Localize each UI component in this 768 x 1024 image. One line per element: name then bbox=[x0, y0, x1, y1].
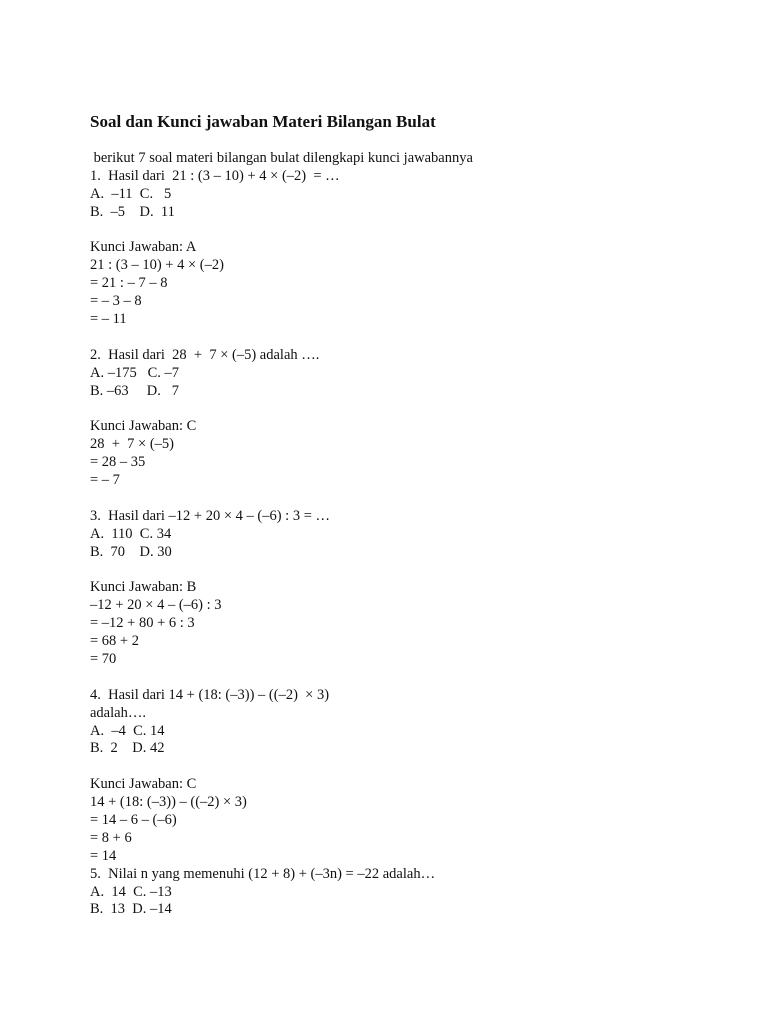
q3-step: = –12 + 80 + 6 : 3 bbox=[90, 615, 195, 632]
q4-answer-key: Kunci Jawaban: C bbox=[90, 776, 197, 793]
q3-options-b: B. 70 D. 30 bbox=[90, 543, 172, 560]
document-body bbox=[90, 150, 730, 919]
spacer bbox=[90, 561, 730, 579]
spacer bbox=[90, 758, 730, 776]
q2-step: 28 + 7 × (–5) bbox=[90, 436, 175, 453]
q1-step: 21 : (3 – 10) + 4 × (–2) bbox=[90, 257, 224, 274]
spacer bbox=[90, 490, 730, 508]
spacer bbox=[90, 400, 730, 418]
q2-answer-key: Kunci Jawaban: C bbox=[90, 418, 197, 435]
q1-options-a: A. –11 C. 5 bbox=[90, 185, 172, 202]
q5-options-a: A. 14 C. –13 bbox=[90, 883, 172, 900]
q3-question: 3. Hasil dari –12 + 20 × 4 – (–6) : 3 = … bbox=[90, 507, 330, 524]
q1-step: = – 3 – 8 bbox=[90, 293, 142, 310]
q1-step: = 21 : – 7 – 8 bbox=[90, 275, 168, 292]
q4-step: 14 + (18: (–3)) – ((–2) × 3) bbox=[90, 794, 247, 811]
q2-step: = – 7 bbox=[90, 472, 120, 489]
q4-step: = 14 – 6 – (–6) bbox=[90, 811, 177, 828]
intro-text: berikut 7 soal materi bilangan bulat dilengkapi kunci jawabannya bbox=[90, 150, 473, 166]
q2-options-b: B. –63 D. 7 bbox=[90, 382, 180, 399]
q4-question: 4. Hasil dari 14 + (18: (–3)) – ((–2) × 3) bbox=[90, 686, 330, 703]
spacer bbox=[90, 669, 730, 687]
q4-options-a: A. –4 C. 14 bbox=[90, 722, 165, 739]
q5-question: 5. Nilai n yang memenuhi (12 + 8) + (–3n) = –22 adalah… bbox=[90, 865, 436, 882]
q3-step: –12 + 20 × 4 – (–6) : 3 bbox=[90, 597, 222, 614]
q3-options-a: A. 110 C. 34 bbox=[90, 525, 172, 542]
q3-step: = 70 bbox=[90, 650, 117, 667]
q1-answer-key: Kunci Jawaban: A bbox=[90, 239, 197, 256]
document-title: Soal dan Kunci jawaban Materi Bilangan Bulat bbox=[90, 112, 436, 131]
spacer bbox=[90, 222, 730, 240]
q2-question: 2. Hasil dari 28 + 7 × (–5) adalah …. bbox=[90, 346, 320, 363]
q2-options-a: A. –175 C. –7 bbox=[90, 364, 180, 381]
q5-options-b: B. 13 D. –14 bbox=[90, 901, 172, 918]
q1-question: 1. Hasil dari 21 : (3 – 10) + 4 × (–2) = … bbox=[90, 167, 340, 184]
q4-options-b: B. 2 D. 42 bbox=[90, 740, 165, 757]
q1-step: = – 11 bbox=[90, 311, 127, 328]
spacer bbox=[90, 329, 730, 347]
q3-answer-key: Kunci Jawaban: B bbox=[90, 579, 197, 596]
q4-step: = 14 bbox=[90, 847, 117, 864]
q4-question-cont: adalah…. bbox=[90, 704, 146, 721]
q1-options-b: B. –5 D. 11 bbox=[90, 203, 175, 220]
q2-step: = 28 – 35 bbox=[90, 454, 146, 471]
q4-step: = 8 + 6 bbox=[90, 829, 132, 846]
q3-step: = 68 + 2 bbox=[90, 633, 139, 650]
